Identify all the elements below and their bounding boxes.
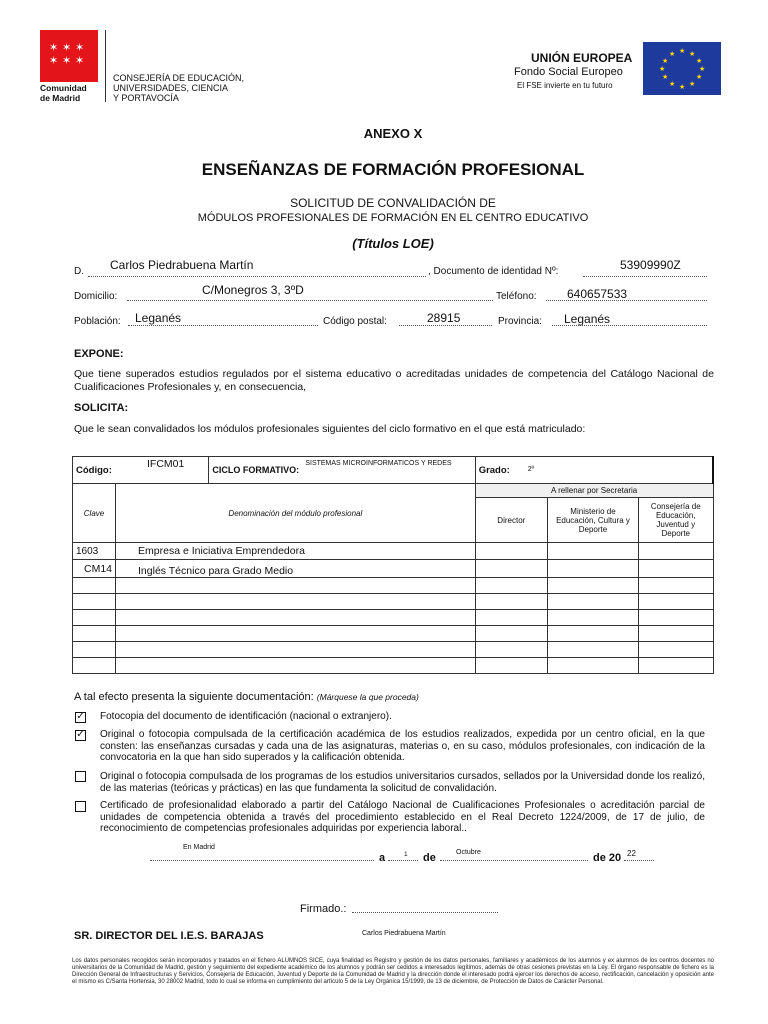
- col-denominacion: Denominación del módulo profesional: [116, 484, 476, 543]
- star-icon: ✶: [62, 55, 72, 67]
- privacy-footer: Los datos personales recogidos serán incorporados y tratados en el fichero ALUMNOS SICE, cuya finalidad es Registro y gestión de los datos personales, familiares y académicos de los alumnos y ex alumnos de los centros docentes no universitarios de la Comunidad de Madrid, gestión y seguimiento del expediente académico de los alumnos y podrán ser cedidos a interesados legítimos, además de otras cesiones previstas en la Ley. El órgano responsable de fichero es la Dirección General de Infraestructuras y Servicios, Consejería de Educación, Juventud y Deporte de la Comunidad de Madrid y la dirección donde el interesado podrá ejercer los derechos de acceso, rectificación, cancelación y oposición ante el mismo es C/Santa Hortensia, 30 28002 Madrid, todo lo cual se informa en cumplimiento del artículo 5 de la Ley Orgánica 15/1999, de 13 de diciembre, de Protección de Datos de Carácter Personal.: [72, 958, 714, 985]
- ciclo-field[interactable]: SISTEMAS MICROINFORMATICOS Y REDES: [305, 460, 452, 467]
- row-consejeria: [639, 560, 713, 578]
- doc-line: [583, 276, 707, 277]
- row-director: [475, 560, 547, 578]
- destinatario: SR. DIRECTOR DEL I.E.S. BARAJAS: [74, 930, 264, 942]
- doc-checkbox-4[interactable]: [75, 801, 86, 812]
- poblacion-field[interactable]: Leganés: [135, 311, 182, 325]
- dia-line: [388, 860, 418, 861]
- domicilio-field[interactable]: C/Monegros 3, 3ºD: [202, 283, 304, 297]
- firma-nombre[interactable]: Carlos Piedrabuena Martín: [362, 930, 446, 937]
- consejeria-line: Y PORTAVOCÍA: [113, 93, 179, 103]
- mes-field[interactable]: Octubre: [456, 849, 481, 856]
- doc-item-2: Original o fotocopia compulsada de la certificación académica de los estudios realizados, expedida por un centro oficial, en la que consten: las enseñanzas cursadas y cada una de las asignaturas, materias o, en su caso, módulos profesionales, con indicación de la convocatoria en la que han sido superados y la calificación obtenida.: [100, 729, 705, 763]
- table-subheader-row: [73, 484, 714, 498]
- star-icon: ✶: [49, 42, 59, 54]
- table-row: [73, 594, 714, 610]
- table-row: [73, 658, 714, 674]
- doc-field[interactable]: 53909990Z: [620, 258, 681, 272]
- row-ministerio: [547, 543, 638, 560]
- anexo-title: ANEXO X: [363, 126, 423, 141]
- anio-field[interactable]: 22: [627, 849, 636, 858]
- mes-line: [440, 860, 588, 861]
- expone-text: Que tiene superados estudios regulados por el sistema educativo o acreditadas unidades de competencia del Catálogo Nacional de Cualificaciones Profesionales y, en consecuencia,: [74, 368, 714, 393]
- row-ministerio: [547, 610, 638, 626]
- madrid-logo: [40, 30, 98, 82]
- ciclo-cell: [209, 457, 475, 484]
- row-nombre[interactable]: [116, 610, 476, 626]
- anio-line: [624, 860, 654, 861]
- provincia-label: Provincia:: [498, 316, 542, 327]
- codigo-label: Código:: [76, 464, 112, 476]
- eu-title: UNIÓN EUROPEA: [531, 51, 633, 65]
- name-line: [88, 276, 426, 277]
- row-nombre[interactable]: Inglés Técnico para Grado Medio: [116, 560, 476, 578]
- row-director: [475, 610, 547, 626]
- cp-line: [399, 325, 492, 326]
- table-row: [73, 560, 714, 578]
- col-ministerio: Ministerio de Educación, Cultura y Deporte: [547, 498, 638, 543]
- a-label: a: [379, 852, 386, 864]
- firma-label: Firmado.:: [300, 903, 347, 915]
- modules-table: [72, 456, 714, 674]
- row-clave[interactable]: 1603: [73, 543, 116, 560]
- name-field[interactable]: Carlos Piedrabuena Martín: [110, 258, 254, 272]
- madrid-logo-line: de Madrid: [40, 92, 81, 103]
- table-row: [73, 642, 714, 658]
- madrid-logo-text: [40, 84, 87, 103]
- row-clave[interactable]: [73, 626, 116, 642]
- row-nombre[interactable]: [116, 578, 476, 594]
- telefono-field[interactable]: 640657533: [567, 287, 628, 301]
- row-ministerio: [547, 594, 638, 610]
- row-nombre[interactable]: [116, 594, 476, 610]
- row-director: [475, 658, 547, 674]
- eu-flag-icon: ★ ★ ★ ★ ★ ★ ★ ★ ★ ★ ★ ★: [643, 42, 721, 95]
- doc-label: , Documento de identidad Nº:: [428, 266, 559, 277]
- row-ministerio: [547, 658, 638, 674]
- doc-item-3: Original o fotocopia compulsada de los programas de los estudios universitarios cursados, sellados por la Universidad donde los realizó, de las materias (teóricas y prácticas) en las que fundamenta la solicitud de convalidación.: [100, 771, 705, 794]
- row-clave[interactable]: [73, 610, 116, 626]
- star-icon: ✶: [62, 42, 72, 54]
- grado-field[interactable]: 2º: [527, 466, 535, 473]
- lugar-line: [150, 860, 374, 861]
- row-nombre[interactable]: [116, 626, 476, 642]
- poblacion-line: [128, 325, 318, 326]
- doc-checkbox-2[interactable]: ✓: [76, 729, 85, 740]
- row-clave[interactable]: [73, 578, 116, 594]
- documentacion-intro-text: A tal efecto presenta la siguiente documentación:: [74, 691, 314, 703]
- subtitle-2: MÓDULOS PROFESIONALES DE FORMACIÓN EN EL CENTRO EDUCATIVO: [197, 212, 589, 224]
- row-ministerio: [547, 578, 638, 594]
- cp-field[interactable]: 28915: [427, 311, 461, 325]
- doc-item-4: Certificado de profesionalidad elaborado a partir del Catálogo Nacional de Cualificaciones Profesionales o acreditación parcial de unidades de competencia obtenida a través del procedimiento establecido en el Real Decreto 1224/2009, de 17 de julio, de reconocimiento de competencias profesionales adquiridas por experiencia laboral..: [100, 800, 705, 834]
- madrid-logo-line: Comunidad: [40, 83, 87, 93]
- de-label: de: [423, 852, 436, 864]
- row-director: [475, 642, 547, 658]
- header-divider: [105, 30, 106, 102]
- row-consejeria: [639, 594, 713, 610]
- doc-item-1: Fotocopia del documento de identificación (nacional o extranjero).: [100, 711, 392, 722]
- grado-label: Grado:: [478, 464, 510, 476]
- col-consejeria: Consejería de Educación, Juventud y Deporte: [639, 498, 713, 543]
- domicilio-label: Domicilio:: [74, 291, 118, 302]
- de20-label: de 20: [593, 852, 622, 864]
- codigo-cell: [73, 457, 209, 484]
- codigo-field[interactable]: IFCM01: [147, 458, 185, 470]
- subtitle-1: SOLICITUD DE CONVALIDACIÓN DE: [290, 196, 496, 210]
- row-director: [475, 543, 547, 560]
- star-icon: ✶: [49, 55, 59, 67]
- row-consejeria: [639, 658, 713, 674]
- row-director: [475, 626, 547, 642]
- row-clave[interactable]: [73, 594, 116, 610]
- row-clave[interactable]: CM14: [73, 560, 116, 578]
- domicilio-line: [127, 300, 493, 301]
- documentacion-intro: [74, 691, 419, 703]
- dia-field[interactable]: 1: [404, 851, 408, 858]
- row-consejeria: [639, 578, 713, 594]
- table-row: [73, 626, 714, 642]
- table-row: [73, 610, 714, 626]
- expone-heading: EXPONE:: [74, 348, 124, 360]
- row-ministerio: [547, 560, 638, 578]
- solicita-text: Que le sean convalidados los módulos profesionales siguientes del ciclo formativo en el que está matriculado:: [74, 423, 586, 435]
- subtitle-3: (Títulos LOE): [352, 236, 434, 251]
- col-clave: Clave: [73, 484, 116, 543]
- row-consejeria: [639, 626, 713, 642]
- row-nombre[interactable]: [116, 642, 476, 658]
- col-director: Director: [475, 498, 547, 543]
- lugar-field[interactable]: En Madrid: [183, 844, 215, 851]
- consejeria-name: [113, 73, 244, 103]
- row-director: [475, 578, 547, 594]
- secretaria-header: A rellenar por Secretaria: [475, 484, 713, 498]
- row-nombre[interactable]: Empresa e Iniciativa Emprendedora: [116, 543, 476, 560]
- ciclo-label: CICLO FORMATIVO:: [212, 465, 300, 475]
- star-icon: ✶: [75, 55, 85, 67]
- row-consejeria: [639, 543, 713, 560]
- row-clave[interactable]: [73, 642, 116, 658]
- table-row: [73, 543, 714, 560]
- d-label: D.: [74, 266, 84, 277]
- doc-checkbox-1[interactable]: ✓: [76, 711, 85, 722]
- consejeria-line: UNIVERSIDADES, CIENCIA: [113, 83, 229, 93]
- row-ministerio: [547, 642, 638, 658]
- table-row: [73, 578, 714, 594]
- grado-cell: [475, 457, 713, 484]
- row-ministerio: [547, 626, 638, 642]
- row-clave[interactable]: [73, 658, 116, 674]
- cp-label: Código postal:: [323, 316, 387, 327]
- doc-checkbox-3[interactable]: [75, 771, 86, 782]
- row-nombre[interactable]: [116, 658, 476, 674]
- consejeria-line: CONSEJERÍA DE EDUCACIÓN,: [113, 73, 245, 83]
- documentacion-note: (Márquese la que proceda): [316, 692, 419, 702]
- star-icon: ✶: [75, 42, 85, 54]
- solicita-heading: SOLICITA:: [74, 402, 129, 414]
- row-consejeria: [639, 642, 713, 658]
- row-consejeria: [639, 610, 713, 626]
- table-header-row: [73, 457, 714, 484]
- eu-subtitle: Fondo Social Europeo: [514, 66, 623, 78]
- firma-line: [352, 912, 498, 913]
- telefono-label: Teléfono:: [496, 291, 537, 302]
- provincia-field[interactable]: Leganés: [564, 312, 611, 326]
- row-director: [475, 594, 547, 610]
- main-title: ENSEÑANZAS DE FORMACIÓN PROFESIONAL: [201, 160, 585, 179]
- poblacion-label: Población:: [74, 316, 121, 327]
- eu-tagline: El FSE invierte en tu futuro: [517, 81, 613, 90]
